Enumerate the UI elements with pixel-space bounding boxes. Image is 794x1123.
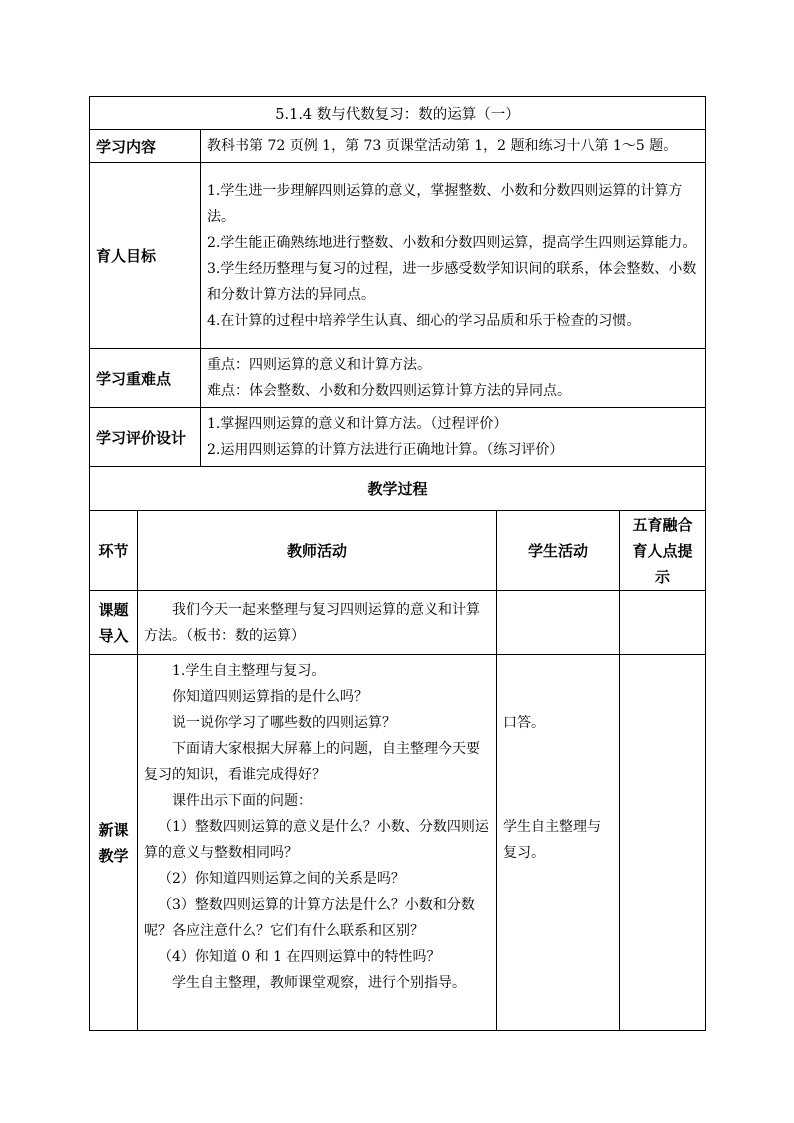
teacher-activity-line: 学生自主整理，教师课堂观察，进行个别指导。 — [172, 975, 466, 991]
teacher-activity-line: （3）整数四则运算的计算方法是什么？小数和分数呢？各应注意什么？它们有什么联系和区别？ — [144, 897, 475, 939]
info-row-goals — [90, 163, 706, 349]
student-activity-line: 学生自主整理与复习。 — [503, 819, 601, 861]
teacher-activity-line: 你知道四则运算指的是什么吗？ — [172, 689, 368, 705]
lesson-plan-page — [89, 96, 705, 1031]
lesson-title: 5.1.4 数与代数复习：数的运算（一） — [90, 97, 706, 130]
teacher-activity-line: （1）整数四则运算的意义是什么？小数、分数四则运算的意义与整数相同吗？ — [144, 819, 489, 861]
goal-line: 3.学生经历整理与复习的过程，进一步感受数学知识间的联系，体会整数、小数和分数计算方法的异同点。 — [207, 260, 697, 303]
evaluation-line: 2.运用四则运算的计算方法进行正确地计算。（练习评价） — [207, 442, 564, 458]
process-title-row — [90, 467, 706, 511]
teacher-activity-line: 说一说你学习了哪些数的四则运算？ — [172, 715, 396, 731]
info-row-keypoints — [90, 349, 706, 408]
stage-label: 新课教学 — [90, 655, 138, 1031]
student-activity-cell — [497, 655, 620, 1031]
header-wuyu: 五育融合育人点提示 — [620, 511, 706, 591]
keypoint-line: 重点：四则运算的意义和计算方法。 — [207, 357, 431, 373]
wuyu-cell — [620, 655, 706, 1031]
header-student: 学生活动 — [497, 511, 620, 591]
teacher-activity-line: 下面请大家根据大屏幕上的问题，自主整理今天要复习的知识，看谁完成得好？ — [144, 741, 480, 783]
teacher-activity-line: （4）你知道 0 和 1 在四则运算中的特性吗？ — [158, 949, 441, 965]
process-title: 教学过程 — [90, 467, 706, 511]
wuyu-cell — [620, 591, 706, 655]
info-row-evaluation — [90, 408, 706, 467]
header-row — [90, 511, 706, 591]
teacher-activity-line: （2）你知道四则运算之间的关系是吗？ — [158, 871, 405, 887]
info-label-goals: 育人目标 — [90, 163, 201, 349]
info-line: 教科书第 72 页例 1，第 73 页课堂活动第 1，2 题和练习十八第 1～5 题。 — [207, 138, 678, 154]
stage-label: 课题导入 — [90, 591, 138, 655]
teacher-activity-line: 课件出示下面的问题： — [172, 793, 312, 809]
header-stage: 环节 — [90, 511, 138, 591]
section-row-new-lesson — [90, 655, 706, 1031]
info-label-keypoints: 学习重难点 — [90, 349, 201, 408]
title-row — [90, 97, 706, 130]
student-activity-cell — [497, 591, 620, 655]
lesson-plan-table — [89, 96, 706, 1031]
teacher-activity-line: 1.学生自主整理与复习。 — [172, 663, 326, 679]
evaluation-line: 1.掌握四则运算的意义和计算方法。（过程评价） — [207, 416, 508, 432]
keypoint-line: 难点：体会整数、小数和分数四则运算计算方法的异同点。 — [207, 383, 571, 399]
teacher-activity-line: 我们今天一起来整理与复习四则运算的意义和计算方法。（板书：数的运算） — [144, 601, 480, 644]
goal-line: 4.在计算的过程中培养学生认真、细心的学习品质和乐于检查的习惯。 — [207, 312, 641, 329]
info-row-content — [90, 130, 706, 163]
info-label-evaluation: 学习评价设计 — [90, 408, 201, 467]
student-activity-line: 口答。 — [503, 715, 545, 731]
header-teacher: 教师活动 — [138, 511, 497, 591]
goal-line: 2.学生能正确熟练地进行整数、小数和分数四则运算，提高学生四则运算能力。 — [207, 234, 697, 251]
info-label-content: 学习内容 — [90, 130, 201, 163]
goal-line: 1.学生进一步理解四则运算的意义，掌握整数、小数和分数四则运算的计算方法。 — [207, 182, 683, 225]
section-row-intro — [90, 591, 706, 655]
